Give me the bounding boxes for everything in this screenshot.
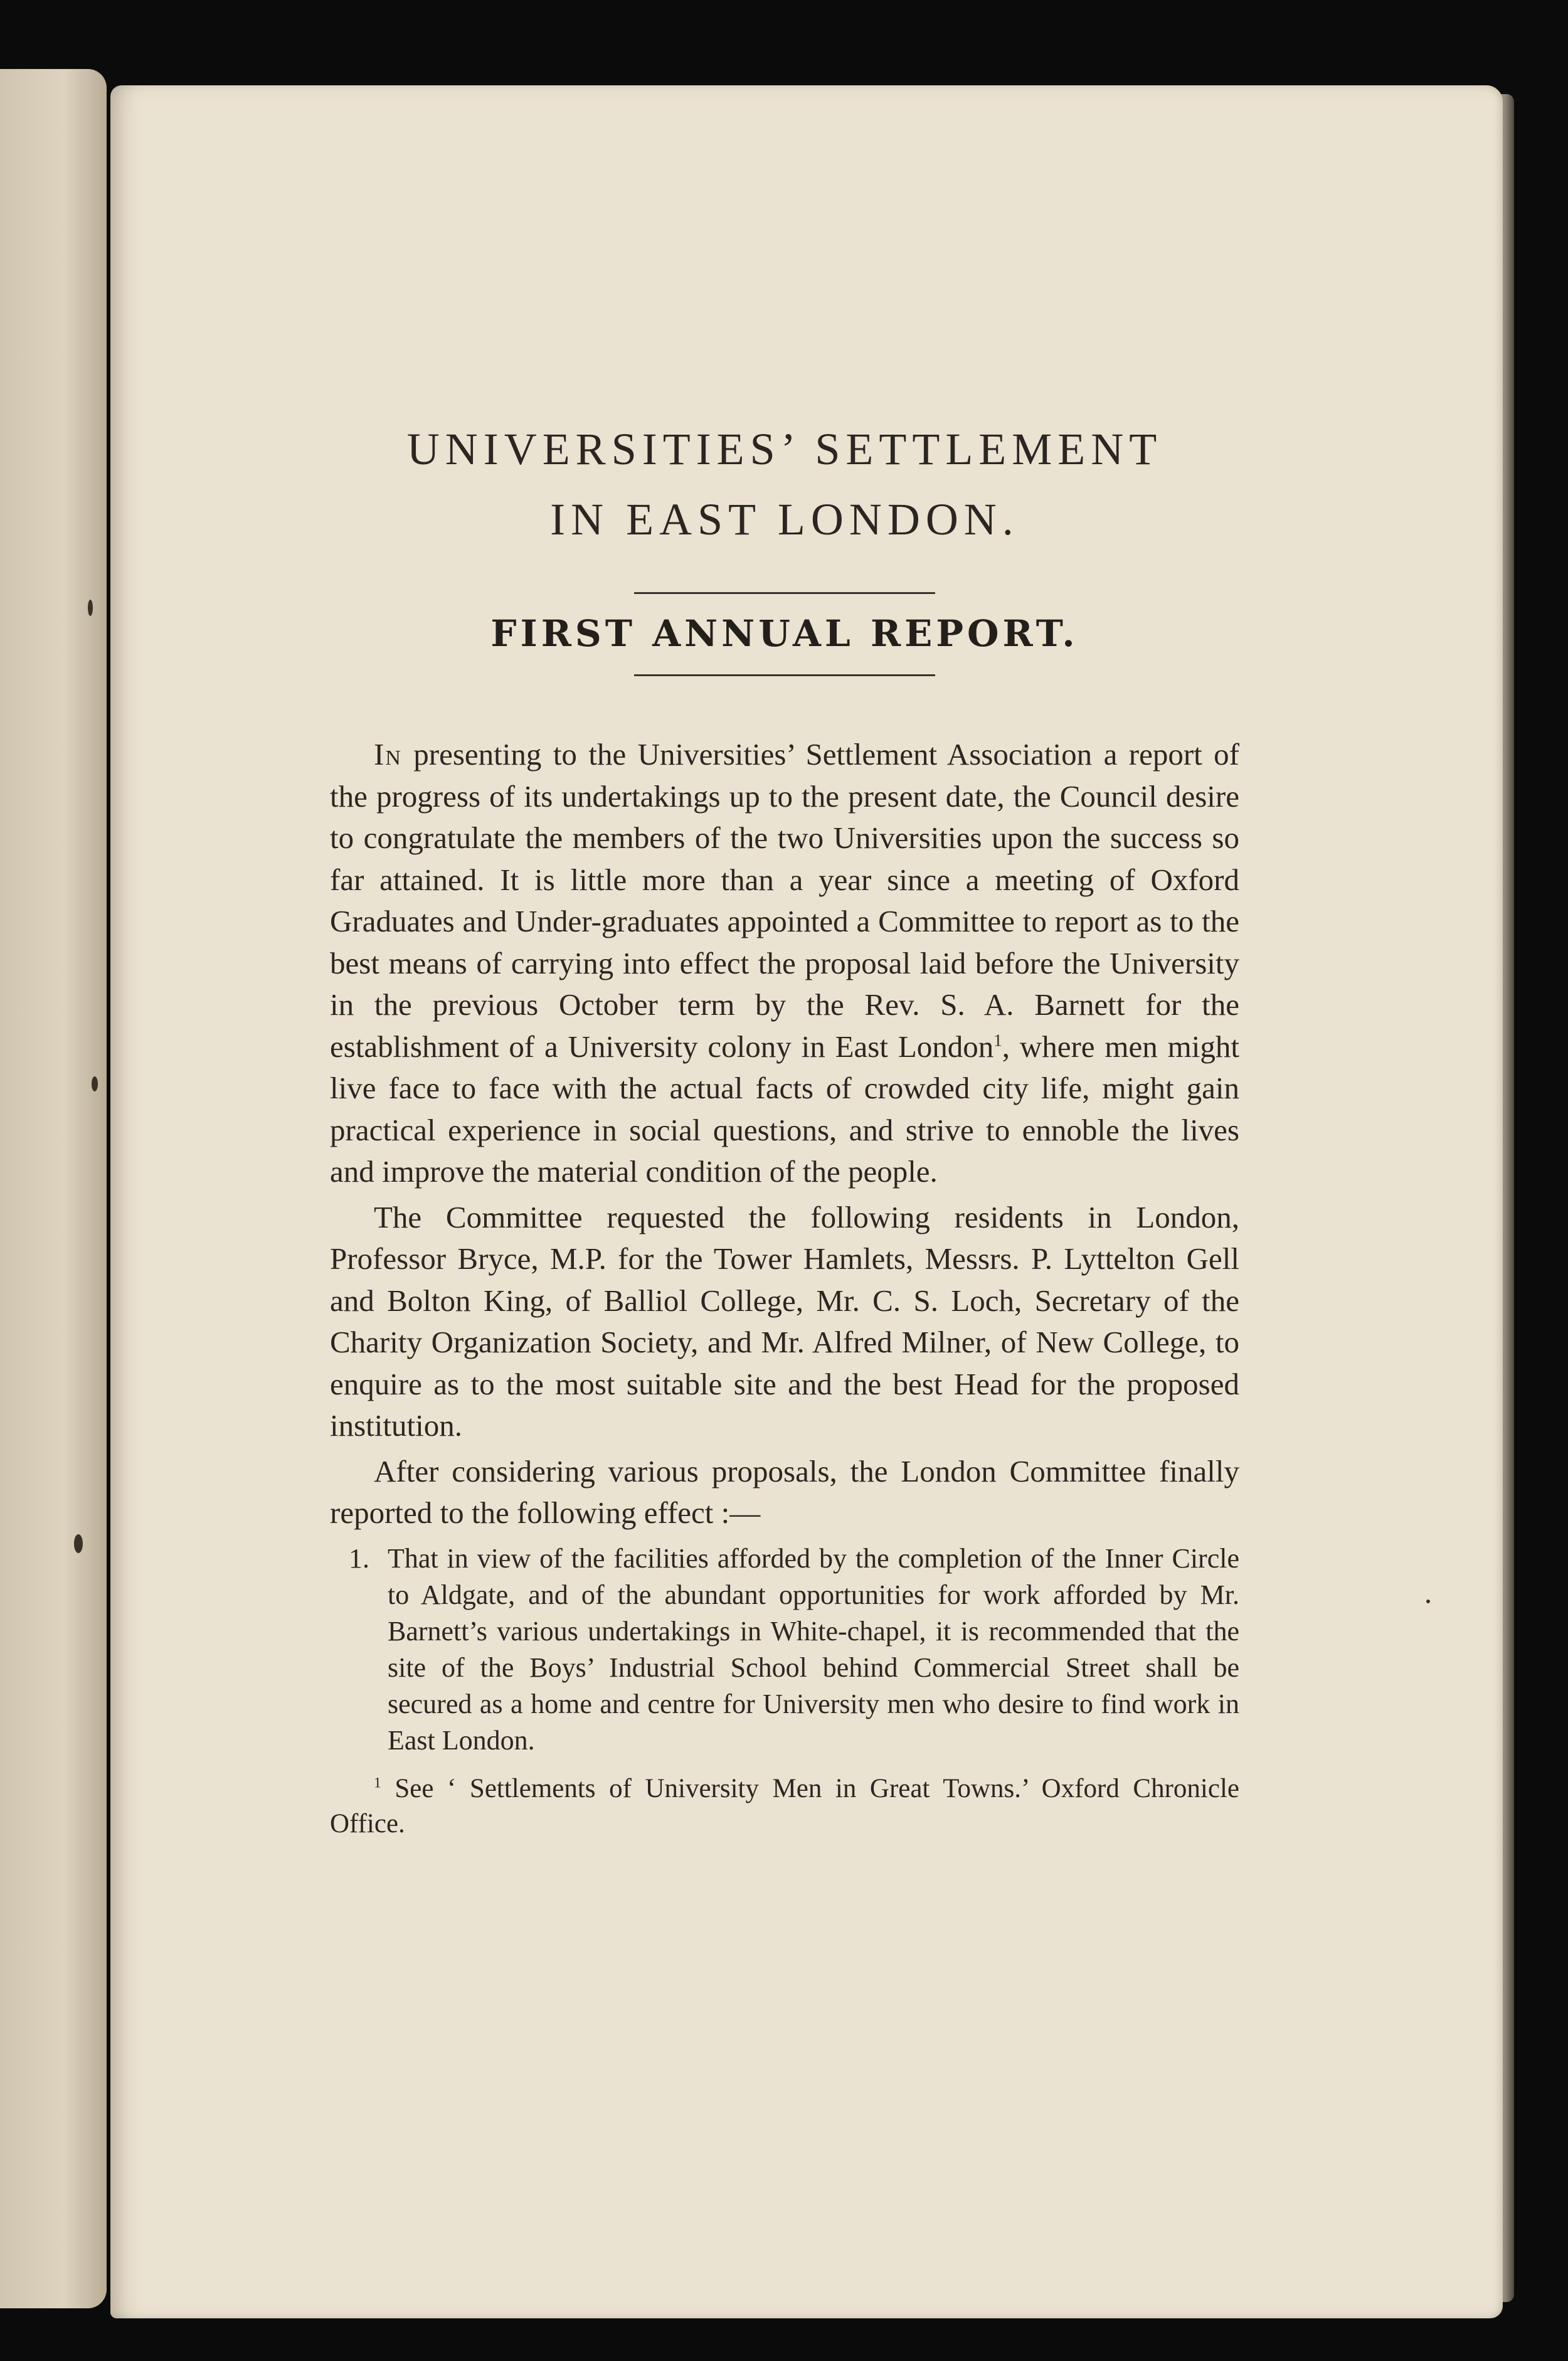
facing-page-edge — [0, 69, 107, 2308]
report-body — [330, 734, 1239, 1534]
footnote-reference: 1 — [993, 1031, 1002, 1050]
list-item — [330, 1541, 1239, 1759]
paragraph-introduction-text: presenting to the Universities’ Settlement Association a report of the progress of its undertakings up to the present date, the Council desire to congratulate the members of the two Universities upon the success so far attained. It is little more than a year since a meeting of Oxford Graduates and Under-graduates appointed a Committee to report as to the best means of carrying into effect the proposal laid before the University in the previous October term by the Rev. S. A. Barnett for the establishment of a University colony in East London — [330, 737, 1239, 1064]
title-line-1: UNIVERSITIES’ SETTLEMENT — [406, 424, 1163, 474]
title-rule-top — [634, 592, 935, 594]
paragraph-committee: The Committee requested the following residents in London, Professor Bryce, M.P. for the Tower Hamlets, Messrs. P. Lyttelton Gell and Bolton King, of Balliol College, Mr. C. S. Loch, Secretary of the Charity Organization Society, and Mr. Alfred Milner, of New College, to enquire as to the most suitable site and the best Head for the proposed institution. — [330, 1199, 1239, 1443]
paragraph-introduction-end: , where men might live face to face with the actual facts of crowded city life, might gain practical experience in social questions, and strive to ennoble the lives and improve the material condition of the people. — [330, 1029, 1240, 1189]
margin-blemish — [88, 600, 93, 616]
margin-blemish — [1426, 1600, 1430, 1603]
margin-blemish — [74, 1534, 83, 1553]
margin-blemish — [92, 1076, 98, 1091]
footnote-number: 1 — [374, 1775, 381, 1791]
report-subtitle: FIRST ANNUAL REPORT. — [490, 612, 1079, 655]
report-content — [330, 414, 1239, 1842]
paragraph-lead-word: In — [374, 737, 402, 772]
footnote-text: See ‘ Settlements of University Men in Great Towns.’ Oxford Chronicle Office. — [330, 1773, 1239, 1838]
paragraph-introduction — [330, 734, 1239, 1193]
list-item-number: 1. — [349, 1542, 369, 1574]
footnote — [330, 1771, 1239, 1842]
list-item-text: That in view of the facilities afforded by the completion of the Inner Circle to Aldgate, and of the abundant opportunities for work afforded by Mr. Barnett’s various undertakings in White-chapel, it is recommended that the site of the Boys’ Industrial School behind Commercial Street shall be secured as a home and centre for University men who desire to find work in East London. — [388, 1542, 1239, 1756]
title-line-2: IN EAST LONDON. — [550, 494, 1019, 544]
paragraph-proposals: After considering various proposals, the London Committee finally reported to the following effect :— — [330, 1453, 1239, 1530]
title-rule-bottom — [634, 674, 935, 676]
